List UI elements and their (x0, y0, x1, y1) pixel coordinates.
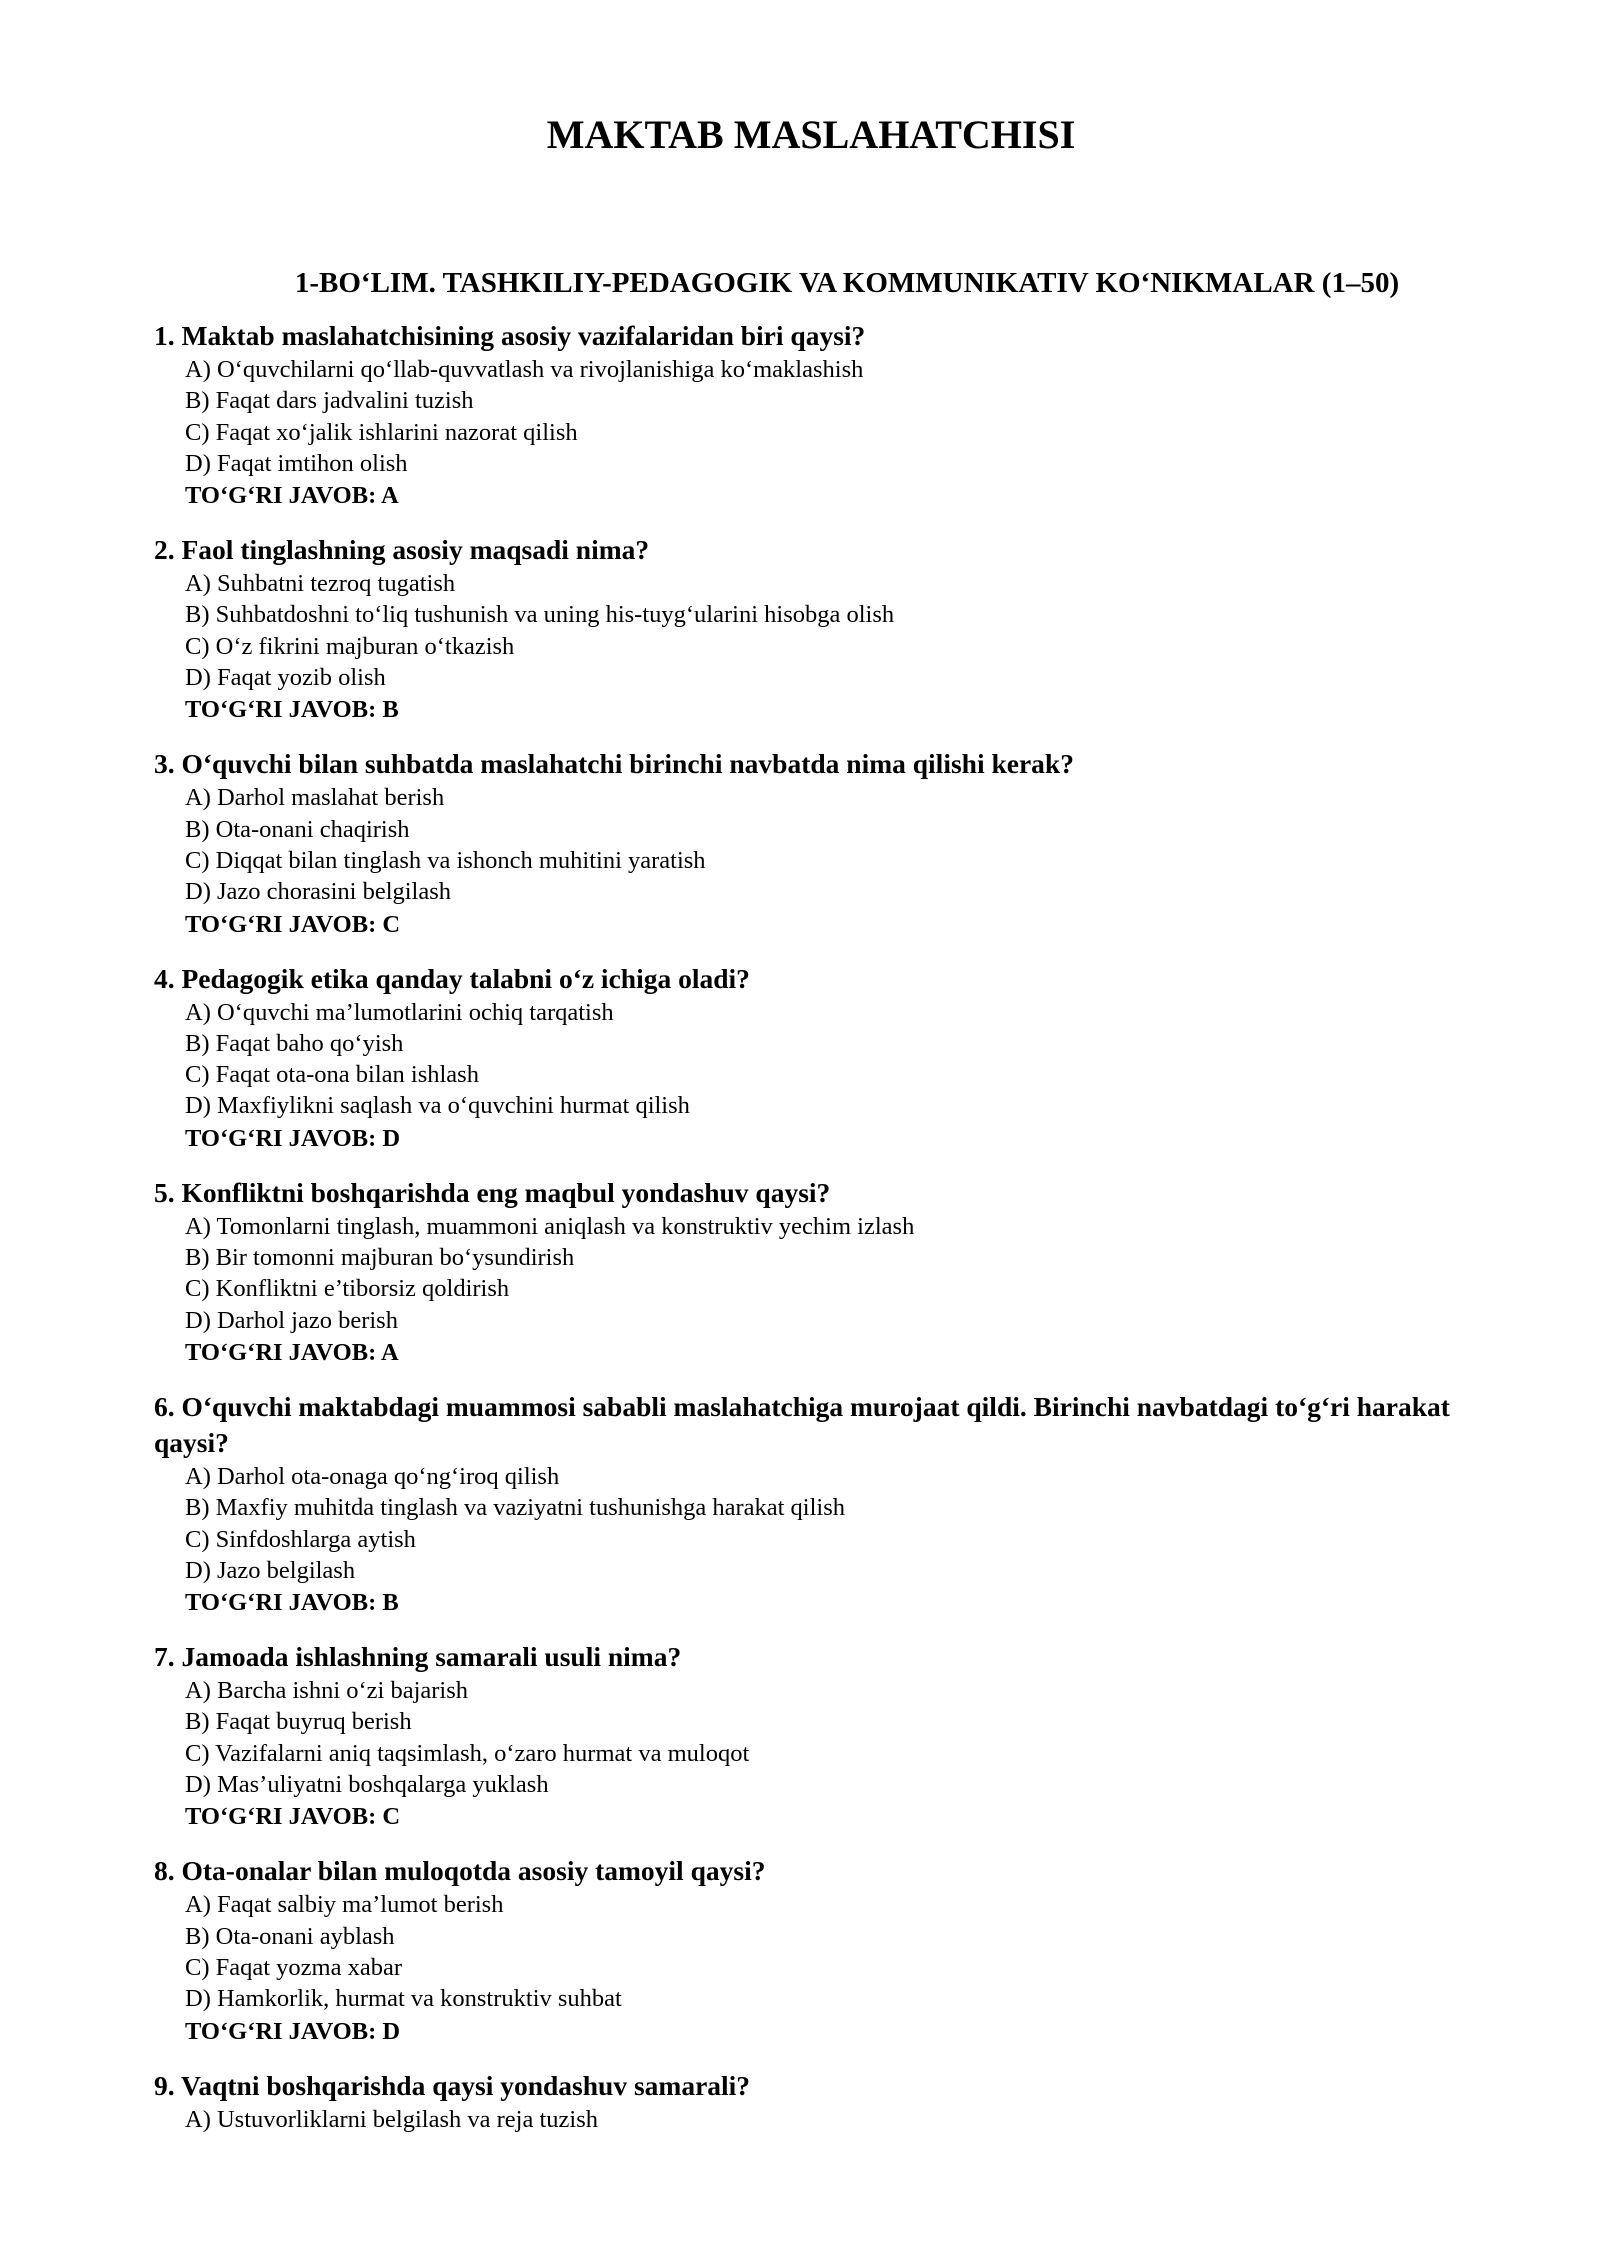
answer-options (154, 1889, 1450, 2047)
question-text: 7. Jamoada ishlashning samarali usuli nima? (154, 1641, 682, 1673)
correct-answer: TO‘G‘RI JAVOB: C (185, 910, 401, 938)
answer-option: C) Konfliktni e’tiborsiz qoldirish (185, 1275, 510, 1303)
answer-option: D) Maxfiylikni saqlash va o‘quvchini hurmat qilish (185, 1092, 690, 1120)
answer-option: B) Bir tomonni majburan bo‘ysundirish (185, 1244, 575, 1272)
answer-option: B) Maxfiy muhitda tinglash va vaziyatni tushunishga harakat qilish (185, 1494, 846, 1522)
question-text: 2. Faol tinglashning asosiy maqsadi nima? (154, 534, 650, 566)
question-block (154, 2068, 1450, 2135)
answer-options (154, 782, 1450, 940)
question-block (154, 318, 1450, 512)
answer-options (154, 568, 1450, 726)
question-block (154, 1175, 1450, 1369)
answer-option: B) Faqat buyruq berish (185, 1708, 412, 1736)
section-title: 1-BO‘LIM. TASHKILIY-PEDAGOGIK VA KOMMUNIKATIV KO‘NIKMALAR (1–50) (294, 267, 1400, 299)
question-text: 6. O‘quvchi maktabdagi muammosi sababli maslahatchiga murojaat qildi. Birinchi navbatdagi to‘g‘ri harakat qaysi? (154, 1390, 1450, 1458)
answer-option: A) O‘quvchi ma’lumotlarini ochiq tarqatish (185, 998, 614, 1026)
answer-option: A) Darhol ota-onaga qo‘ng‘iroq qilish (185, 1462, 560, 1490)
answer-option: B) Ota-onani ayblash (185, 1922, 395, 1950)
answer-option: A) Barcha ishni o‘zi bajarish (185, 1677, 469, 1705)
correct-answer: TO‘G‘RI JAVOB: D (185, 2017, 401, 2045)
answer-option: C) O‘z fikrini majburan o‘tkazish (185, 632, 515, 660)
answer-option: A) Ustuvorliklarni belgilash va reja tuzish (185, 2105, 598, 2133)
answer-options (154, 1675, 1450, 1833)
answer-option: C) Vazifalarni aniq taqsimlash, o‘zaro hurmat va muloqot (185, 1739, 750, 1767)
answer-option: A) Suhbatni tezroq tugatish (185, 570, 456, 598)
correct-answer: TO‘G‘RI JAVOB: A (185, 1338, 399, 1366)
answer-options (154, 2104, 1450, 2135)
question-text: 8. Ota-onalar bilan muloqotda asosiy tamoyil qaysi? (154, 1855, 766, 1887)
answer-option: D) Hamkorlik, hurmat va konstruktiv suhbat (185, 1985, 622, 2013)
answer-option: A) Tomonlarni tinglash, muammoni aniqlash va konstruktiv yechim izlash (185, 1212, 915, 1240)
document-title: MAKTAB MASLAHATCHISI (546, 112, 1076, 157)
answer-option: D) Jazo belgilash (185, 1556, 356, 1584)
answer-option: D) Mas’uliyatni boshqalarga yuklash (185, 1771, 549, 1799)
answer-option: C) Diqqat bilan tinglash va ishonch muhitini yaratish (185, 846, 706, 874)
question-text: 4. Pedagogik etika qanday talabni o‘z ichiga oladi? (154, 962, 750, 994)
answer-option: C) Faqat ota-ona bilan ishlash (185, 1061, 479, 1089)
answer-option: B) Ota-onani chaqirish (185, 815, 410, 843)
question-block (154, 1853, 1450, 2047)
answer-option: D) Jazo chorasini belgilash (185, 878, 452, 906)
question-text: 9. Vaqtni boshqarishda qaysi yondashuv samarali? (154, 2069, 751, 2101)
question-text: 3. O‘quvchi bilan suhbatda maslahatchi birinchi navbatda nima qilishi kerak? (154, 748, 1074, 780)
question-list (154, 318, 1450, 2135)
answer-options (154, 354, 1450, 512)
answer-option: D) Darhol jazo berish (185, 1306, 398, 1334)
correct-answer: TO‘G‘RI JAVOB: B (185, 1589, 399, 1617)
answer-option: A) Faqat salbiy ma’lumot berish (185, 1891, 504, 1919)
answer-options (154, 1461, 1450, 1619)
question-block (154, 961, 1450, 1155)
answer-option: C) Faqat xo‘jalik ishlarini nazorat qilish (185, 418, 578, 446)
correct-answer: TO‘G‘RI JAVOB: C (185, 1803, 401, 1831)
question-block (154, 1639, 1450, 1833)
answer-option: D) Faqat imtihon olish (185, 449, 408, 477)
correct-answer: TO‘G‘RI JAVOB: A (185, 482, 399, 510)
question-block (154, 746, 1450, 940)
question-block (154, 1389, 1450, 1619)
answer-options (154, 997, 1450, 1155)
answer-option: C) Sinfdoshlarga aytish (185, 1525, 416, 1553)
correct-answer: TO‘G‘RI JAVOB: B (185, 696, 399, 724)
answer-option: B) Faqat baho qo‘yish (185, 1029, 404, 1057)
question-text: 1. Maktab maslahatchisining asosiy vazifalaridan biri qaysi? (154, 320, 866, 351)
answer-option: A) Darhol maslahat berish (185, 784, 445, 812)
answer-option: D) Faqat yozib olish (185, 664, 386, 692)
answer-options (154, 1211, 1450, 1369)
answer-option: B) Suhbatdoshni to‘liq tushunish va uning his-tuyg‘ularini hisobga olish (185, 601, 895, 629)
question-text: 5. Konfliktni boshqarishda eng maqbul yondashuv qaysi? (154, 1176, 831, 1208)
answer-option: B) Faqat dars jadvalini tuzish (185, 387, 474, 415)
answer-option: C) Faqat yozma xabar (185, 1953, 403, 1981)
answer-option: A) O‘quvchilarni qo‘llab-quvvatlash va rivojlanishiga ko‘maklashish (185, 356, 864, 383)
question-block (154, 532, 1450, 726)
correct-answer: TO‘G‘RI JAVOB: D (185, 1124, 401, 1152)
